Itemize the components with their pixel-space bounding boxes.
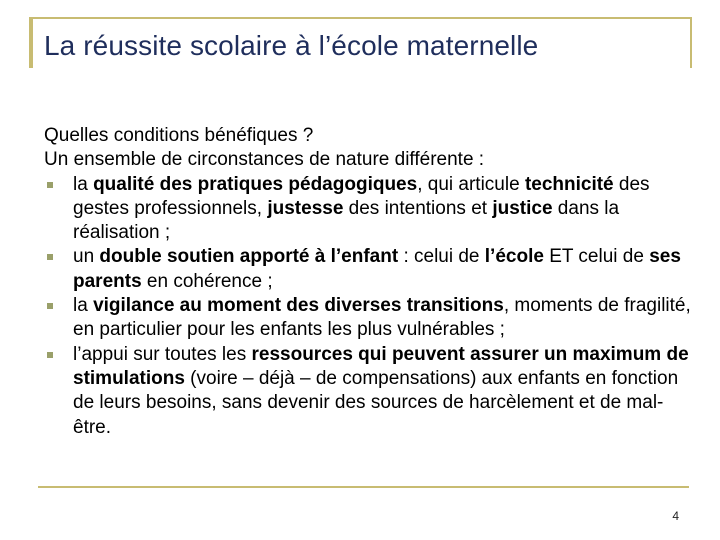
item-text: dans la réalisation ;: [73, 197, 620, 244]
item-bold-text: technicité: [524, 173, 614, 195]
bullet-list: [44, 173, 694, 440]
body-heading: Quelles conditions bénéfiques ?: [44, 125, 314, 146]
item-text: (voire – déjà – de compensations) aux enfants en fonction de leurs besoins, sans devenir des sources de harcèlement et de mal-être.: [73, 367, 679, 438]
list-item: [44, 343, 694, 440]
list-item: [44, 245, 694, 294]
item-text: , qui articule: [417, 173, 525, 195]
page-number: 4: [672, 509, 679, 523]
slide-body: [44, 124, 694, 440]
square-bullet-icon: [47, 352, 53, 358]
item-text: l’appui sur toutes les: [73, 343, 252, 365]
item-text: en cohérence ;: [141, 270, 273, 292]
bottom-rule: [38, 486, 689, 488]
item-bold-text: justesse: [267, 197, 344, 219]
item-text: un: [73, 246, 100, 268]
item-text: des intentions et: [343, 197, 493, 219]
item-bold-text: ses parents: [73, 246, 681, 292]
body-intro: Un ensemble de circonstances de nature différente :: [44, 149, 485, 171]
item-bold-text: justice: [492, 197, 553, 219]
item-bold-text: vigilance au moment des diverses transitions: [93, 295, 504, 317]
item-text: la: [73, 173, 94, 195]
item-bold-text: double soutien apporté à l’enfant: [99, 246, 399, 268]
list-item: [44, 294, 694, 343]
list-item: [44, 173, 694, 246]
slide-title: La réussite scolaire à l’école maternelle: [44, 30, 539, 61]
item-text: , moments de fragilité, en particulier pour les enfants les plus vulnérables ;: [73, 295, 691, 341]
item-text: des gestes professionnels,: [73, 173, 650, 219]
item-text: ET celui de: [543, 246, 650, 268]
title-accent-bar: [29, 17, 33, 68]
item-bold-text: l’école: [484, 246, 544, 268]
item-bold-text: ressources qui peuvent assurer un maximum de stimulations: [73, 343, 689, 389]
square-bullet-icon: [47, 303, 53, 309]
item-text: la: [73, 295, 94, 317]
item-text: : celui de: [398, 246, 485, 268]
square-bullet-icon: [47, 254, 53, 260]
item-bold-text: qualité des pratiques pédagogiques: [93, 173, 418, 195]
square-bullet-icon: [47, 182, 53, 188]
